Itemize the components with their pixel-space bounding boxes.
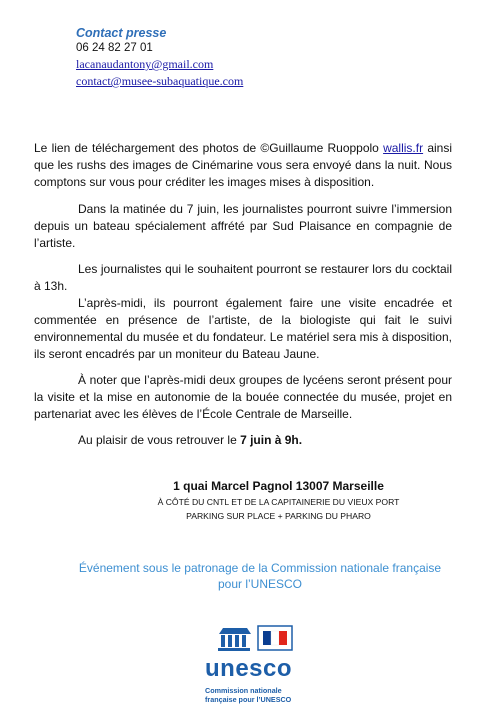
unesco-wordmark: unesco [205, 655, 293, 682]
paragraph-afternoon-text: L’après-midi, ils pourront également faire une visite encadrée et commentée en présence de l’artiste, de la biologiste qui fait le suivi environnemental du musée et du fondateur. Le matériel sera mis à disposition, ils seront encadrés par un moniteur du Bateau Jaune. [34, 296, 452, 361]
paragraph-download-text-a: Le lien de téléchargement des photos de ©Guillaume Ruoppolo [34, 141, 384, 155]
event-date: 7 juin à 9h. [240, 433, 303, 447]
patronage-line-1: Événement sous le patronage de la Commission nationale française [78, 561, 442, 575]
paragraph-afternoon [34, 295, 452, 363]
paragraph-download-text-b: ainsi que les rushs des images de Cinémarine vous sera envoyé dans la nuit. Nous comptons sur vous pour créditer les images mises à disposition. [34, 141, 452, 189]
unesco-commission-line-1: Commission nationale [205, 686, 282, 695]
address-landmark: À CÔTÉ DU CNTL ET DE LA CAPITAINERIE DU VIEUX PORT [157, 497, 400, 507]
unesco-commission-line-2: française pour l’UNESCO [205, 695, 292, 704]
paragraph-morning-text: Dans la matinée du 7 juin, les journalistes pourront suivre l’immersion depuis un bateau spécialement affrété par Sud Plaisance en compagnie de l’artiste. [34, 202, 452, 250]
paragraph-cocktail-text: Les journalistes qui le souhaitent pourront se restaurer lors du cocktail à 13h. [34, 262, 452, 293]
address-parking: PARKING SUR PLACE + PARKING DU PHARO [186, 511, 371, 521]
paragraph-students-text: À noter que l’après-midi deux groupes de lycéens seront présent pour la visite et la mise en autonomie de la bouée connectée du musée, projet en partenariat avec les élèves de l’École Centrale de Marseille. [34, 373, 452, 421]
paragraph-closing-text: Au plaisir de vous retrouver le [78, 433, 241, 447]
patronage-text [60, 560, 460, 592]
unesco-commission-label [205, 686, 291, 704]
patronage-line-2: pour l’UNESCO [217, 577, 303, 591]
paragraph-closing [34, 432, 452, 449]
contact-phone: 06 24 82 27 01 [76, 42, 153, 54]
paragraph-students [34, 372, 452, 423]
address-line: 1 quai Marcel Pagnol 13007 Marseille [173, 479, 384, 493]
contact-email-link[interactable]: lacanaudantony@gmail.com [76, 57, 214, 71]
paragraph-cocktail [34, 261, 452, 295]
museum-email-link[interactable]: contact@musee-subaquatique.com [76, 74, 244, 88]
paragraph-download [34, 140, 452, 191]
contact-title: Contact presse [76, 26, 167, 40]
paragraph-morning [34, 201, 452, 252]
wallis-link[interactable]: wallis.fr [383, 141, 424, 155]
